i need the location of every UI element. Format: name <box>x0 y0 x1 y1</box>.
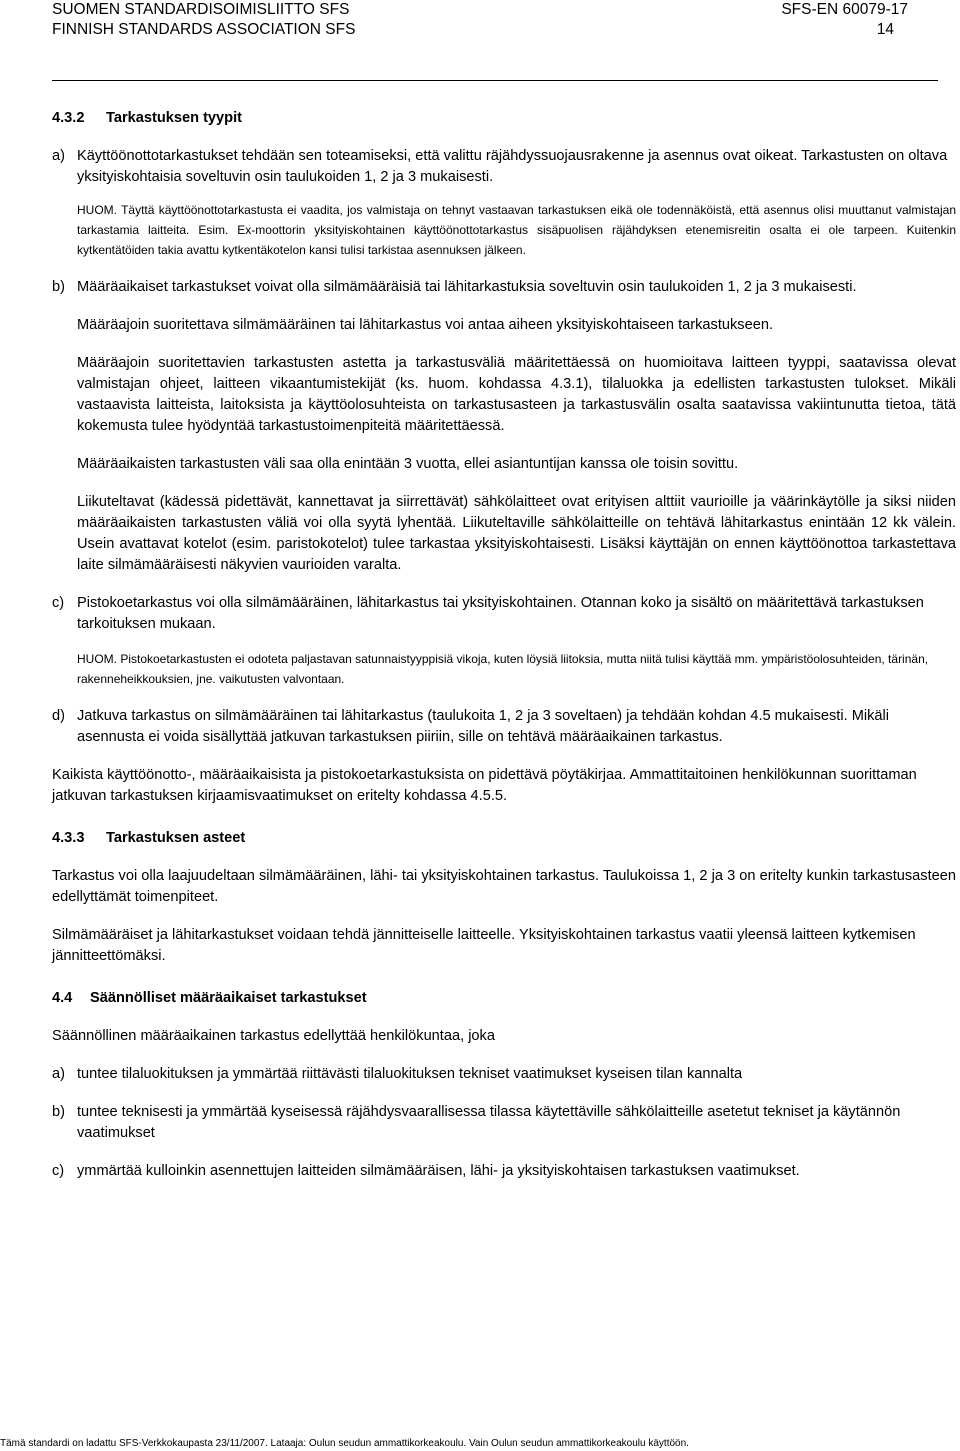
section-title: Tarkastuksen tyypit <box>106 110 242 126</box>
paragraph: Määräaikaisten tarkastusten väli saa olla enintään 3 vuotta, ellei asiantuntijan kanssa ole toisin sovittu. <box>77 456 739 472</box>
list-label: b) <box>52 1104 65 1120</box>
list-text: tuntee teknisesti ja ymmärtää kyseisessä räjähdysvaarallisessa tilassa käytettäville sähkölaitteille asetetut tekniset ja käytännön vaatimukset <box>77 1104 901 1141</box>
header-org-en: FINNISH STANDARDS ASSOCIATION SFS <box>52 21 356 38</box>
paragraph: Määräajoin suoritettava silmämääräinen tai lähitarkastus voi antaa aiheen yksityiskohtaiseen tarkastukseen. <box>77 317 774 333</box>
section-title: Säännölliset määräaikaiset tarkastukset <box>90 990 367 1006</box>
section-title: Tarkastuksen asteet <box>106 830 246 846</box>
list-item-b <box>52 277 956 298</box>
list-label: a) <box>52 1066 65 1082</box>
paragraph: Kaikista käyttöönotto-, määräaikaisista ja pistokoetarkastuksista on pidettävä pöytäkirjaa. Ammattitaitoinen henkilökunnan suorittaman jatkuvan tarkastuksen kirjaamisvaatimukset on eritelty kohdassa 4.5.5. <box>52 767 917 804</box>
section-number: 4.3.3 <box>52 830 85 846</box>
header-doc-id: SFS-EN 60079-17 <box>781 1 908 18</box>
header-page-number: 14 <box>876 21 894 38</box>
paragraph: Silmämääräiset ja lähitarkastukset voidaan tehdä jännitteiselle laitteelle. Yksityiskohtainen tarkastus vaatii yleensä laitteen kytkemisen jännitteettömäksi. <box>52 927 916 964</box>
note-a: HUOM. Täyttä käyttöönottotarkastusta ei vaadita, jos valmistaja on tehnyt vastaavan tarkastuksen eikä ole todennäköistä, että asennus olisi muuttanut valmistajan tarkastamia laitteita. Esim. Ex-moottorin yksityiskohtainen käyttöönottotarkastus sisäpuolisen räjähdyksen etenemisreitin osalta ei ole tarpeen. Kuitenkin kytkentätöiden takia avattu kytkentäkotelon kansi tulisi tarkistaa asennuksen jälkeen. <box>77 203 956 257</box>
list-item-a <box>52 1064 956 1085</box>
list-text: Pistokoetarkastus voi olla silmämääräinen, lähitarkastus tai yksityiskohtainen. Otannan koko ja sisältö on määritettävä tarkastuksen tarkoituksen mukaan. <box>77 595 924 632</box>
list-text: tuntee tilaluokituksen ja ymmärtää riittävästi tilaluokituksen tekniset vaatimukset kyseisen tilan kannalta <box>77 1066 743 1082</box>
list-item-d <box>52 706 956 748</box>
list-item-c <box>52 1161 956 1182</box>
section-heading-4-3-3 <box>52 828 956 849</box>
page-header <box>52 0 908 40</box>
section-heading-4-3-2 <box>52 108 956 129</box>
paragraph: Määräajoin suoritettavien tarkastusten astetta ja tarkastusväliä määritettäessä on huomioitava laitteen tyyppi, saatavissa olevat valmistajan ohjeet, laitteen vikaantumistekijät (ks. huom. kohdassa 4.3.1), tilaluokka ja edellisten tarkastusten tulokset. Mikäli vastaavista laitteista, laitoksista ja käyttöolosuhteista on tarkastusasteen ja tarkastusvälin osalta saatavissa vakiintunutta tietoa, tätä kokemusta tulee hyödyntää tarkastustoimenpiteitä määritettäessä. <box>77 355 956 434</box>
paragraph: Tarkastus voi olla laajuudeltaan silmämääräinen, lähi- tai yksityiskohtainen tarkastus. Taulukoissa 1, 2 ja 3 on eritelty kunkin tarkastusasteen edellyttämät toimenpiteet. <box>52 868 956 905</box>
list-item-c <box>52 593 956 635</box>
list-item-b <box>52 1102 956 1144</box>
section-number: 4.4 <box>52 990 73 1006</box>
section-heading-4-4 <box>52 988 956 1009</box>
list-text: Jatkuva tarkastus on silmämääräinen tai lähitarkastus (taulukoita 1, 2 ja 3 soveltaen) ja tehdään kohdan 4.5 mukaisesti. Mikäli asennusta ei voida sisällyttää jatkuvan tarkastuksen piiriin, sille on tehtävä määräaikainen tarkastus. <box>77 708 890 745</box>
download-footer: Tämä standardi on ladattu SFS-Verkkokaupasta 23/11/2007. Lataaja: Oulun seudun ammattikorkeakoulu. Vain Oulun seudun ammattikorkeakoulu käyttöön. <box>0 1438 689 1449</box>
list-text: ymmärtää kulloinkin asennettujen laitteiden silmämääräisen, lähi- ja yksityiskohtaisen tarkastuksen vaatimukset. <box>77 1163 800 1179</box>
paragraph: Säännöllinen määräaikainen tarkastus edellyttää henkilökuntaa, joka <box>52 1028 495 1044</box>
list-label: a) <box>52 148 65 164</box>
note-c: HUOM. Pistokoetarkastusten ei odoteta paljastavan satunnaistyyppisiä vikoja, kuten löysiä liitoksia, mutta niitä tulisi käyttää mm. ympäristöolosuhteiden, tärinän, rakenneheikkouksien, jne. vaikutusten valvontaan. <box>77 652 929 686</box>
list-text: Käyttöönottotarkastukset tehdään sen toteamiseksi, että valittu räjähdyssuojausrakenne ja asennus ovat oikeat. Tarkastusten on oltava yksityiskohtaisia soveltuvin osin taulukoiden 1, 2 ja 3 mukaisesti. <box>77 148 948 185</box>
section-number: 4.3.2 <box>52 110 85 126</box>
list-item-a <box>52 146 956 188</box>
list-label: b) <box>52 279 65 295</box>
list-label: c) <box>52 1163 65 1179</box>
paragraph: Liikuteltavat (kädessä pidettävät, kannettavat ja siirrettävät) sähkölaitteet ovat erityisen alttiit vaurioille ja väärinkäytölle ja siksi niiden määräaikaisten tarkastusten väliä voi olla syytä lyhentää. Liikuteltaville sähkölaitteille on tehtävä lähitarkastus enintään 12 kk välein. Usein avattavat kotelot (esim. paristokotelot) tulee tarkastaa yksityiskohtaisesti. Lisäksi käyttäjän on ennen käyttöönottoa tarkastettava laite silmämääräisesti näkyvien vaurioiden varalta. <box>77 494 956 573</box>
list-label: d) <box>52 708 65 724</box>
header-org-fi: SUOMEN STANDARDISOIMISLIITTO SFS <box>52 1 350 18</box>
list-label: c) <box>52 595 65 611</box>
header-divider <box>52 80 938 81</box>
list-text: Määräaikaiset tarkastukset voivat olla silmämääräisiä tai lähitarkastuksia soveltuvin osin taulukoiden 1, 2 ja 3 mukaisesti. <box>77 279 857 295</box>
document-body <box>52 108 956 1182</box>
